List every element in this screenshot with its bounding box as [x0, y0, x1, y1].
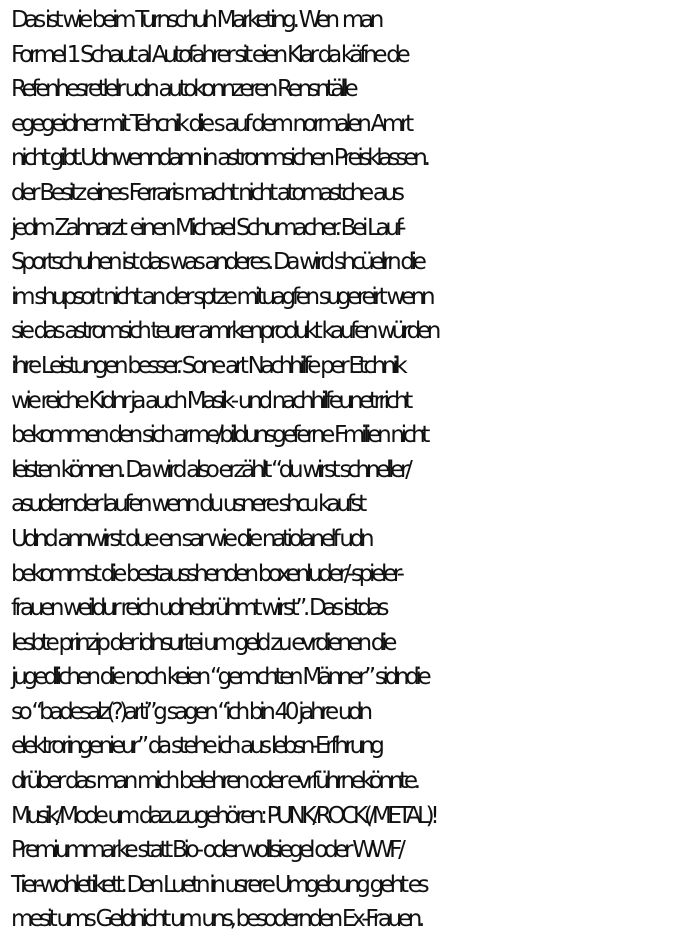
text-line-7: jedm Zahnarzt einen Michael Schumacher. Bei Lauf- — [11, 214, 403, 241]
text-line-6: der Besitz eines Ferraris macht nicht atomastche aus — [11, 179, 401, 206]
text-line-14: leisten können. Da wird also erzählt “du wirst schneller/ — [11, 456, 409, 483]
text-line-19: lesbte prinzip der idnsurtei um geld zu evrdienen die — [11, 629, 394, 656]
text-line-18: frauen weildur reich udnebrühmt wirst”. Das istdas — [11, 595, 386, 622]
text-line-3: Refenhesretlelr udn autokonnzeren Rensntälle — [11, 76, 355, 103]
text-line-2: Formel 1 Schaut al Autofahrer sit eien Klar da käfne de — [11, 41, 407, 68]
text-line-16: Udnd annwirst due en sar wie die natiolanelf udn — [11, 525, 371, 552]
text-line-25: Premiummarke statt Bio- oder wollsiegel oder WWF/ — [11, 837, 402, 864]
text-line-5: nicht gibt.Udnwenndann in astronmsichen Preisklassen. — [11, 145, 427, 172]
text-line-27: mesit ums Geldnicht um uns, besodernden Ex-Frauen. — [11, 906, 422, 933]
text-line-9: im shupsort nicht an der sptze mituagfen sugereirt wenn — [11, 283, 432, 310]
text-line-11: ihre Leistungen besser. Sone art Nachhilfe per Etchnik — [11, 352, 404, 379]
text-line-22: elektroringenieur” da stehe ich aus lebsn-Erfhrung — [11, 733, 381, 760]
text-line-15: asudernder laufen wenn du usnere shcu kaufst — [11, 491, 363, 518]
text-line-21: so “badesalz(?)arti”g sagen “ich bin 40 jahre udn — [11, 698, 369, 725]
text-line-17: bekommst die bestausshenden boxenluder/-spieler- — [11, 560, 401, 587]
text-line-1: Das ist wie beim Turnschuh Marketing. Wen man — [11, 7, 381, 33]
text-line-20: jugedlichen die noch keien “gemchten Männer” sidndie — [11, 664, 428, 691]
text-line-24: Musik/Mode um dazuzugehören: PUNK/ROCK(/METAL)! — [11, 802, 436, 829]
text-line-4: egegeidner mit Tehcnik die s auf dem normalen Amrt — [11, 110, 410, 137]
text-line-8: Sportschuhen ist das was anderes. Da wird shcüelrn die — [11, 249, 423, 276]
text-line-23: drüber das man mich belehren oder evrführnekönnte. — [11, 768, 417, 795]
text-line-10: sie das astromsich teurer amrkenprodukt kaufen würden — [11, 318, 438, 345]
text-line-12: wie reiche Kidnr ja auch Masik- und nachhilfeunetrricht — [11, 387, 410, 414]
text-line-13: bekommen den sich arme/bildunsgeferne Fmilien nicht — [11, 422, 427, 449]
text-line-26: Tier-wohletikett. Den Luetn in usrere Umgebung geht es — [11, 871, 426, 898]
